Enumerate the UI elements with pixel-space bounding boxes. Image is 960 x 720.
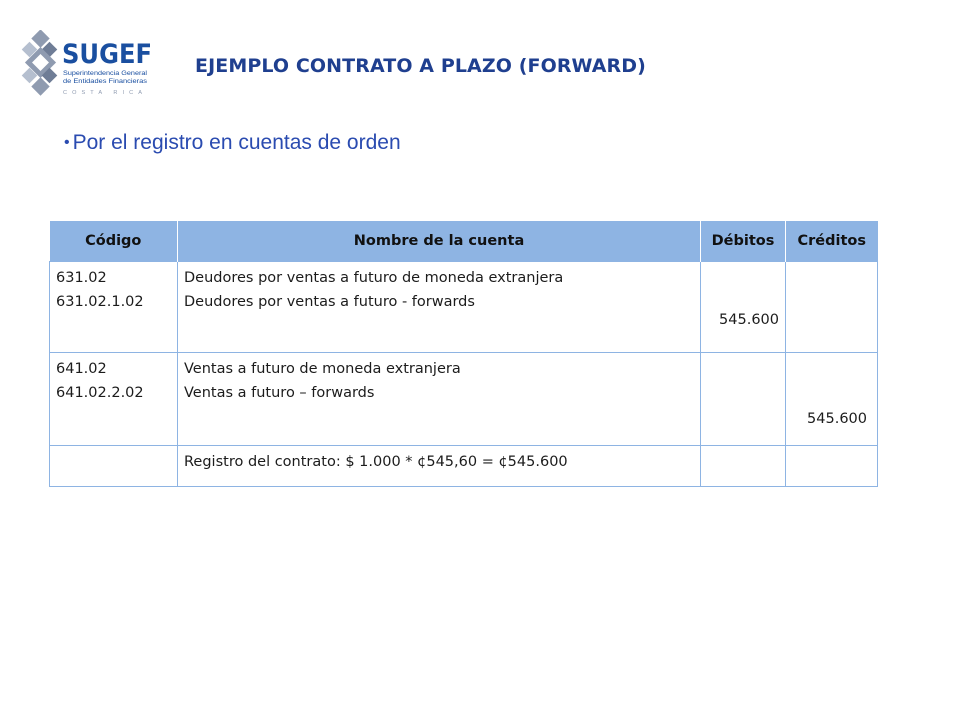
account-name: Ventas a futuro – forwards — [184, 385, 375, 401]
code-cell — [50, 353, 178, 446]
page-title: EJEMPLO CONTRATO A PLAZO (FORWARD) — [195, 55, 646, 77]
sugef-logo — [20, 30, 160, 102]
table-row — [50, 353, 878, 446]
name-cell — [178, 446, 701, 487]
credit-cell: 545.600 — [786, 353, 878, 446]
account-code: 641.02 — [56, 361, 107, 377]
credit-cell — [786, 446, 878, 487]
account-code: 631.02.1.02 — [56, 294, 144, 310]
account-name: Ventas a futuro de moneda extranjera — [184, 361, 461, 377]
accounts-table — [49, 221, 878, 487]
column-header-code: Código — [50, 221, 178, 262]
diamond-mark-icon — [22, 30, 58, 96]
table-row — [50, 446, 878, 487]
logo-subtitle-3: COSTA RICA — [63, 90, 147, 96]
account-name: Deudores por ventas a futuro de moneda extranjera — [184, 270, 564, 286]
logo-wordmark: SUGEF — [62, 39, 152, 70]
column-header-credit: Créditos — [786, 221, 878, 262]
account-name: Deudores por ventas a futuro - forwards — [184, 294, 475, 310]
credit-cell — [786, 262, 878, 353]
table-header-row — [50, 221, 878, 262]
bullet-text: Por el registro en cuentas de orden — [72, 131, 401, 154]
name-cell — [178, 353, 701, 446]
debit-cell: 545.600 — [701, 262, 786, 353]
table-row — [50, 262, 878, 353]
column-header-debit: Débitos — [701, 221, 786, 262]
name-cell — [178, 262, 701, 353]
bullet-dot-icon: • — [64, 134, 70, 151]
code-cell — [50, 446, 178, 487]
debit-cell — [701, 446, 786, 487]
logo-subtitle-2: de Entidades Financieras — [63, 78, 148, 85]
debit-cell — [701, 353, 786, 446]
account-code: 631.02 — [56, 270, 107, 286]
account-name: Registro del contrato: $ 1.000 * ¢545,60 = ¢545.600 — [184, 454, 568, 470]
account-code: 641.02.2.02 — [56, 385, 144, 401]
column-header-name: Nombre de la cuenta — [178, 221, 701, 262]
code-cell — [50, 262, 178, 353]
bullet-item — [64, 131, 401, 155]
logo-subtitle-1: Superintendencia General — [63, 70, 148, 77]
